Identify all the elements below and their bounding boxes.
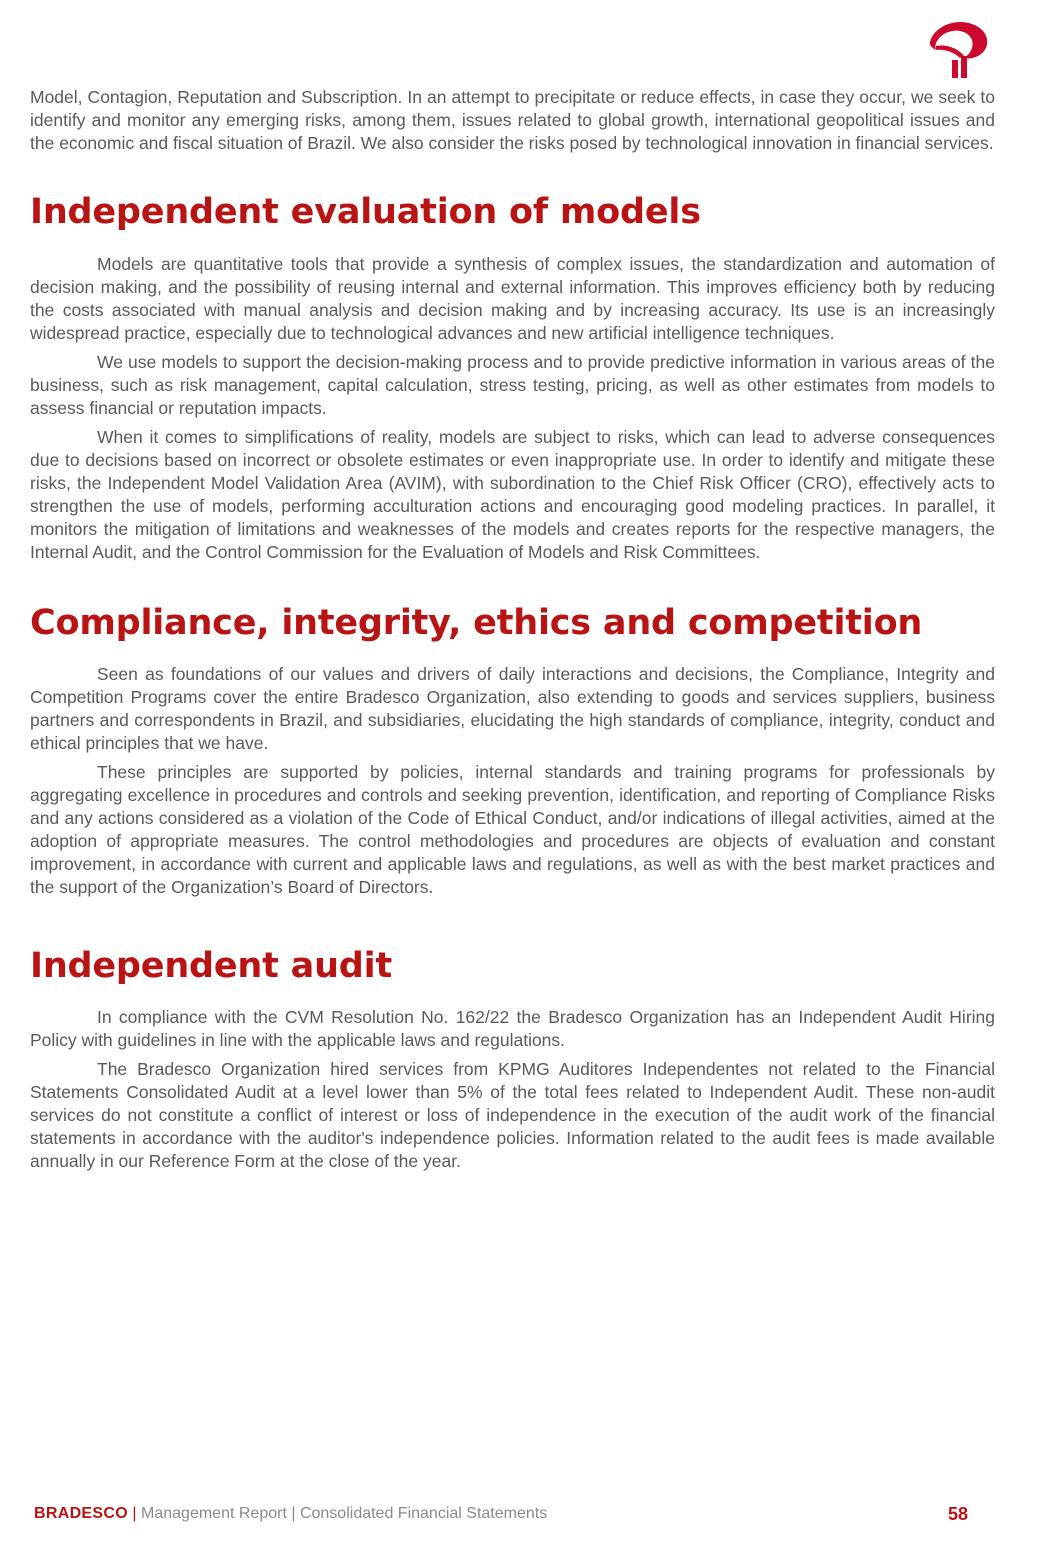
models-paragraph-1: Models are quantitative tools that provide a synthesis of complex issues, the standardization and automation of decision making, and the possibility of reusing internal and external information. This improves efficiency both by reducing the costs associated with manual analysis and decision making and by increasing accuracy. Its use is an increasingly widespread practice, especially due to technological advances and new artificial intelligence techniques.: [30, 254, 995, 343]
footer-statements-title: Consolidated Financial Statements: [299, 1505, 548, 1522]
section-title-compliance: Compliance, integrity, ethics and competition: [30, 603, 923, 643]
models-paragraph-3: When it comes to simplifications of reality, models are subject to risks, which can lead to adverse consequences due to decisions based on incorrect or obsolete estimates or even inappropriate use. In order to identify and mitigate these risks, the Independent Model Validation Area (AVIM), with subordination to the Chief Risk Officer (CRO), effectively acts to strengthen the use of models, performing acculturation actions and encouraging good modeling practices. In parallel, it monitors the mitigation of limitations and weaknesses of the models and creates reports for the respective managers, the Internal Audit, and the Control Commission for the Evaluation of Models and Risk Committees.: [30, 427, 995, 562]
bradesco-logo-icon: [924, 16, 992, 80]
footer-separator: |: [132, 1505, 137, 1522]
page-footer: [34, 1502, 968, 1526]
page-number: 58: [947, 1504, 968, 1524]
footer-brand: BRADESCO: [34, 1505, 128, 1522]
section-title-models: Independent evaluation of models: [30, 192, 701, 232]
audit-paragraph-2: The Bradesco Organization hired services from KPMG Auditores Independentes not related to the Financial Statements Consolidated Audit at a level lower than 5% of the total fees related to Independent Audit. These non-audit services do not constitute a conflict of interest or loss of independence in the execution of the audit work of the financial statements in accordance with the auditor's independence policies. Information related to the audit fees is made available annually in our Reference Form at the close of the year.: [30, 1059, 995, 1171]
footer-report-title: Management Report: [141, 1505, 287, 1522]
audit-paragraph-1: In compliance with the CVM Resolution No. 162/22 the Bradesco Organization has an Independent Audit Hiring Policy with guidelines in line with the applicable laws and regulations.: [30, 1007, 995, 1050]
compliance-paragraph-1: Seen as foundations of our values and drivers of daily interactions and decisions, the Compliance, Integrity and Competition Programs cover the entire Bradesco Organization, also extending to goods and services suppliers, business partners and correspondents in Brazil, and subsidiaries, elucidating the high standards of compliance, integrity, conduct and ethical principles that we have.: [30, 664, 995, 753]
models-paragraph-2: We use models to support the decision-making process and to provide predictive information in various areas of the business, such as risk management, capital calculation, stress testing, pricing, as well as other estimates from models to assess financial or reputation impacts.: [30, 352, 995, 418]
footer-separator-2: |: [291, 1505, 296, 1522]
compliance-paragraph-2: These principles are supported by policies, internal standards and training programs for professionals by aggregating excellence in procedures and controls and seeking prevention, identification, and reporting of Compliance Risks and any actions considered as a violation of the Code of Ethical Conduct, and/or indications of illegal activities, aimed at the adoption of appropriate measures. The control methodologies and procedures are objects of evaluation and constant improvement, in accordance with current and applicable laws and regulations, as well as with the best market practices and the support of the Organization’s Board of Directors.: [30, 762, 995, 897]
intro-paragraph: Model, Contagion, Reputation and Subscription. In an attempt to precipitate or reduce effects, in case they occur, we seek to identify and monitor any emerging risks, among them, issues related to global growth, international geopolitical issues and the economic and fiscal situation of Brazil. We also consider the risks posed by technological innovation in financial services.: [30, 87, 995, 153]
document-body: [30, 86, 995, 1173]
section-title-audit: Independent audit: [30, 946, 392, 986]
